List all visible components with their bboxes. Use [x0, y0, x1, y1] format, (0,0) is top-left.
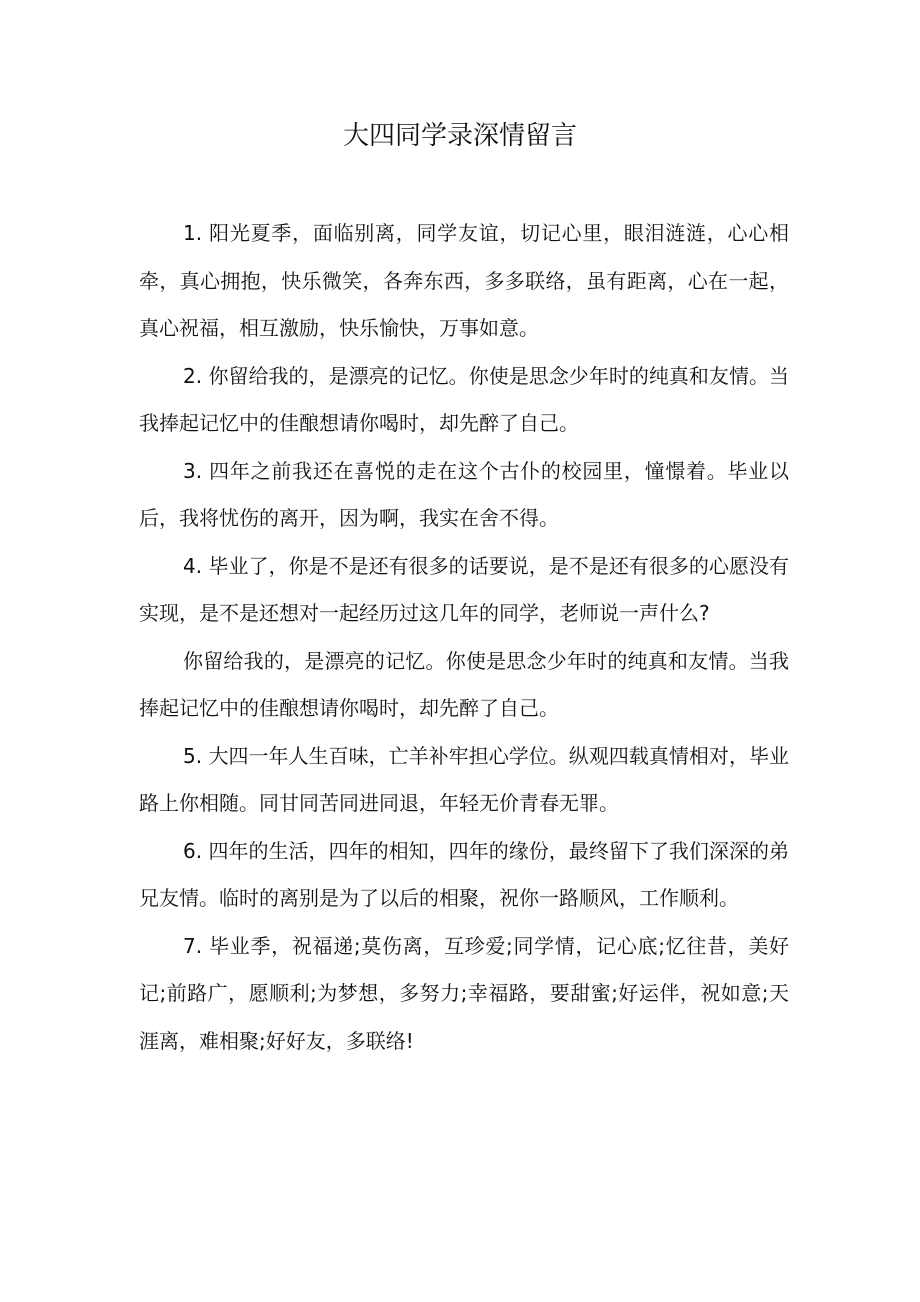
paragraph-3: 3. 四年之前我还在喜悦的走在这个古仆的校园里，憧憬着。毕业以后，我将忧伤的离开，因为啊，我实在舍不得。	[139, 458, 789, 530]
paragraph-4-extra: 你留给我的，是漂亮的记忆。你使是思念少年时的纯真和友情。当我捧起记忆中的佳酿想请你喝时，却先醉了自己。	[139, 648, 789, 720]
document-body	[139, 210, 789, 1065]
paragraph-1: 1. 阳光夏季，面临别离，同学友谊，切记心里，眼泪涟涟，心心相牵，真心拥抱，快乐微笑，各奔东西，多多联络，虽有距离，心在一起，真心祝福，相互激励，快乐愉快，万事如意。	[139, 221, 789, 340]
paragraph-6: 6. 四年的生活，四年的相知，四年的缘份，最终留下了我们深深的弟兄友情。临时的离别是为了以后的相聚，祝你一路顺风，工作顺利。	[139, 838, 789, 910]
paragraph-5: 5. 大四一年人生百味，亡羊补牢担心学位。纵观四载真情相对，毕业路上你相随。同甘同苦同进同退，年轻无价青春无罪。	[139, 743, 789, 815]
paragraph-7: 7. 毕业季，祝福递;莫伤离，互珍爱;同学情，记心底;忆往昔，美好记;前路广，愿顺利;为梦想，多努力;幸福路，要甜蜜;好运伴，祝如意;天涯离，难相聚;好好友，多联络!	[139, 933, 789, 1053]
paragraph-2: 2. 你留给我的，是漂亮的记忆。你使是思念少年时的纯真和友情。当我捧起记忆中的佳酿想请你喝时，却先醉了自己。	[139, 363, 789, 435]
page-title: 大四同学录深情留言	[342, 121, 577, 151]
paragraph-4: 4. 毕业了，你是不是还有很多的话要说，是不是还有很多的心愿没有实现，是不是还想对一起经历过这几年的同学，老师说一声什么?	[139, 553, 789, 625]
